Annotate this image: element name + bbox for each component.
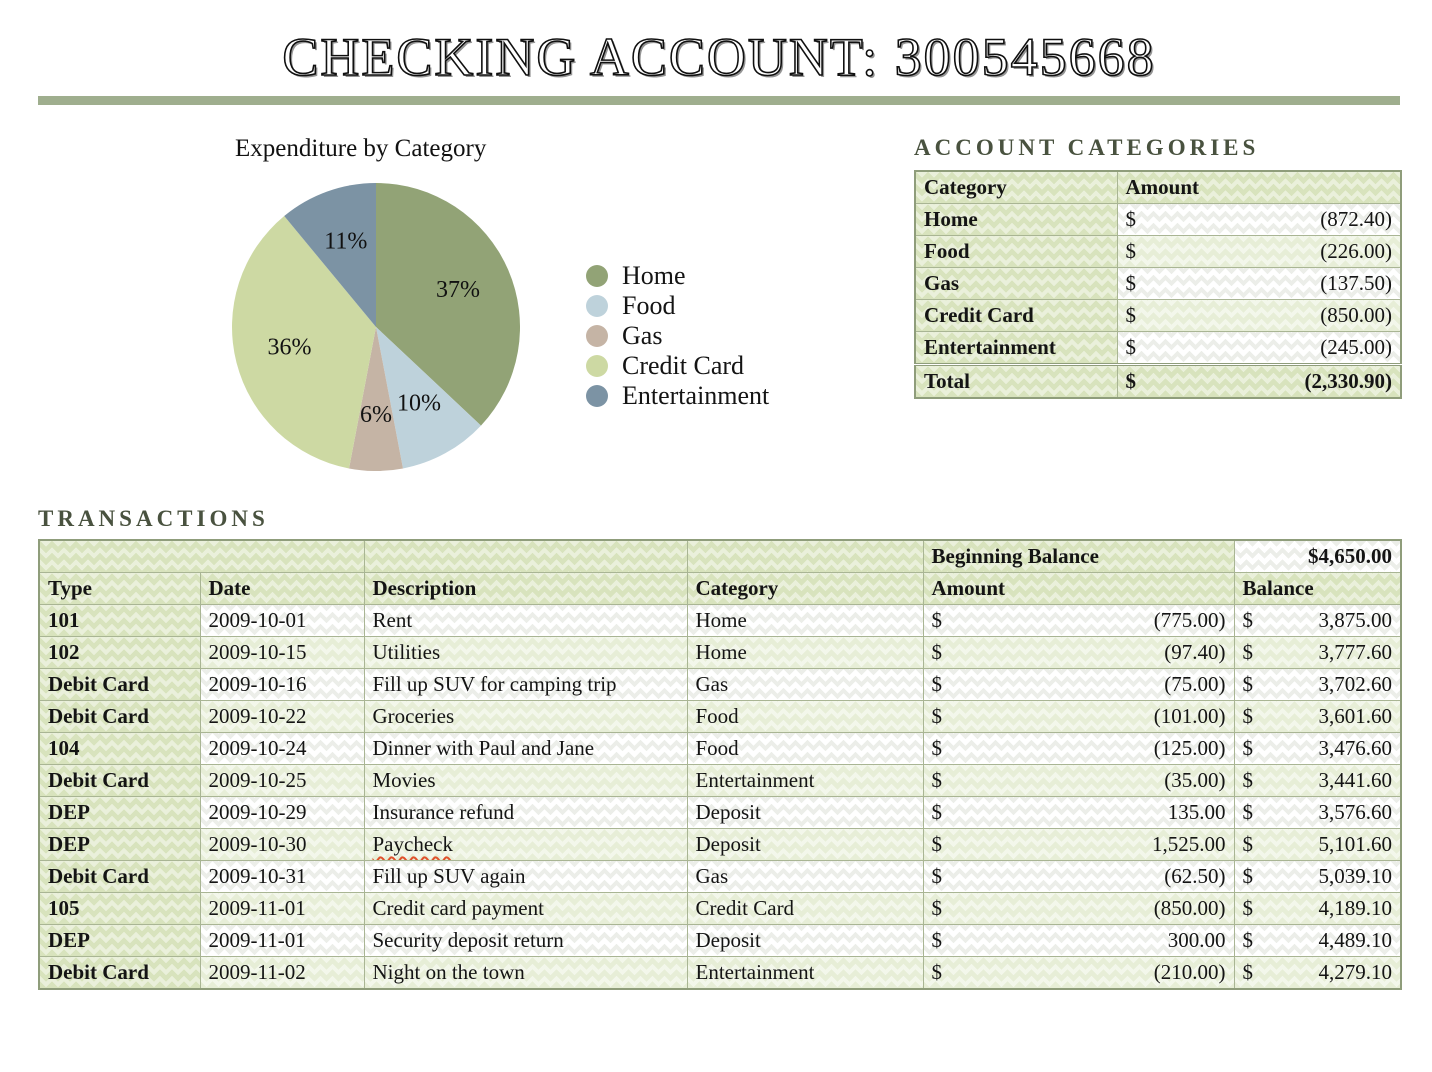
currency-symbol: $ [931,672,942,696]
amount-value: 135.00 [1167,800,1226,824]
txn-description-cell[interactable]: Insurance refund [364,797,687,829]
legend-label: Credit Card [622,351,745,380]
legend-label: Home [622,261,686,290]
amount-value: (226.00) [1320,239,1392,263]
pie-label-credit-card: 36% [267,334,312,361]
txn-amount-cell-inner [932,768,1226,793]
txn-description-cell[interactable]: Fill up SUV again [364,861,687,893]
txn-row [39,925,1401,957]
txn-category-cell[interactable]: Deposit [687,925,923,957]
amount-value: 3,601.60 [1318,704,1392,728]
txn-amount-cell[interactable] [923,797,1234,829]
currency-symbol: $ [1242,960,1253,984]
category-amount-cell-inner [1126,271,1393,296]
txn-category-cell[interactable]: Home [687,605,923,637]
txn-type-cell[interactable]: 101 [39,605,200,637]
empty-cell[interactable] [39,540,364,573]
txn-amount-cell-inner [932,640,1226,665]
txn-category-cell[interactable]: Deposit [687,829,923,861]
legend-swatch-food [586,295,608,317]
category-row [915,236,1401,268]
txn-date-cell[interactable]: 2009-11-01 [200,925,364,957]
txn-date-cell[interactable]: 2009-11-01 [200,893,364,925]
categories-col-header-category[interactable]: Category [915,171,1117,204]
txn-balance-cell[interactable] [1234,829,1401,861]
txn-balance-cell-inner [1243,768,1393,793]
amount-value: 3,476.60 [1318,736,1392,760]
txn-balance-cell[interactable] [1234,701,1401,733]
chart-legend [586,261,769,471]
txn-category-cell[interactable]: Food [687,701,923,733]
legend-swatch-credit-card [586,355,608,377]
txn-balance-cell-inner [1243,896,1393,921]
txn-row [39,701,1401,733]
currency-symbol: $ [931,640,942,664]
txn-balance-cell[interactable] [1234,893,1401,925]
txn-amount-cell[interactable] [923,637,1234,669]
currency-symbol: $ [1125,207,1136,231]
txn-type-cell[interactable]: Debit Card [39,861,200,893]
txn-type-cell[interactable]: Debit Card [39,957,200,990]
category-name-cell[interactable]: Home [915,204,1117,236]
category-amount-cell-inner [1126,335,1393,360]
txn-description-cell[interactable]: Movies [364,765,687,797]
txn-balance-cell[interactable] [1234,605,1401,637]
txn-category-cell[interactable]: Entertainment [687,957,923,990]
txn-type-cell[interactable]: 102 [39,637,200,669]
legend-swatch-home [586,265,608,287]
pie-label-gas: 6% [360,401,392,428]
txn-balance-cell-inner [1243,800,1393,825]
currency-symbol: $ [1125,239,1136,263]
txn-date-cell[interactable]: 2009-10-30 [200,829,364,861]
category-amount-cell[interactable] [1117,332,1401,365]
category-row [915,300,1401,332]
txn-description-cell[interactable]: Rent [364,605,687,637]
txn-balance-cell[interactable] [1234,733,1401,765]
beginning-balance-row [39,540,1401,573]
txn-type-cell[interactable]: DEP [39,925,200,957]
amount-value: 300.00 [1167,928,1226,952]
txn-type-cell[interactable]: 105 [39,893,200,925]
currency-symbol: $ [1242,768,1253,792]
txn-row [39,605,1401,637]
txn-balance-cell[interactable] [1234,637,1401,669]
txn-description-cell[interactable]: Dinner with Paul and Jane [364,733,687,765]
transactions-section [38,506,1400,990]
legend-item-credit-card[interactable] [586,351,769,381]
currency-symbol: $ [1125,303,1136,327]
txn-col-header-balance[interactable]: Balance [1234,573,1401,605]
txn-row [39,765,1401,797]
txn-amount-cell[interactable] [923,893,1234,925]
transactions-table [38,539,1402,990]
currency-symbol: $ [1242,896,1253,920]
txn-amount-cell-inner [932,608,1226,633]
category-amount-cell-inner [1126,207,1393,232]
txn-description-cell[interactable]: Security deposit return [364,925,687,957]
pie-label-home: 37% [435,277,480,304]
txn-amount-cell[interactable] [923,925,1234,957]
txn-category-cell[interactable]: Gas [687,861,923,893]
currency-symbol: $ [1242,928,1253,952]
txn-category-cell[interactable]: Entertainment [687,765,923,797]
txn-description-cell[interactable]: Fill up SUV for camping trip [364,669,687,701]
title-divider [38,96,1400,105]
category-row [915,204,1401,236]
amount-value: 3,702.60 [1318,672,1392,696]
currency-symbol: $ [1242,800,1253,824]
txn-amount-cell-inner [932,864,1226,889]
txn-amount-cell-inner [932,928,1226,953]
txn-balance-cell[interactable] [1234,669,1401,701]
currency-symbol: $ [1242,864,1253,888]
category-name-cell[interactable]: Entertainment [915,332,1117,365]
categories-total-row [915,365,1401,399]
currency-symbol: $ [1242,736,1253,760]
txn-amount-cell[interactable] [923,829,1234,861]
txn-amount-cell[interactable] [923,765,1234,797]
txn-amount-cell-inner [932,896,1226,921]
txn-amount-cell-inner [932,800,1226,825]
total-label-cell[interactable]: Total [915,365,1117,399]
currency-symbol: $ [1125,271,1136,295]
amount-value: (210.00) [1153,960,1226,984]
amount-value: (850.00) [1320,303,1392,327]
txn-row [39,637,1401,669]
currency-symbol: $ [1242,608,1253,632]
amount-value: (75.00) [1164,672,1226,696]
amount-value: 5,039.10 [1318,864,1392,888]
txn-amount-cell[interactable] [923,605,1234,637]
account-categories-table [914,170,1402,399]
txn-col-header-date[interactable]: Date [200,573,364,605]
legend-item-gas[interactable] [586,321,769,351]
beginning-balance-label-cell[interactable]: Beginning Balance [923,540,1234,573]
txn-balance-cell-inner [1243,928,1393,953]
legend-label: Entertainment [622,381,770,410]
currency-symbol: $ [1125,369,1136,393]
txn-col-header-category[interactable]: Category [687,573,923,605]
currency-symbol: $ [1242,640,1253,664]
legend-swatch-entertainment [586,385,608,407]
empty-cell[interactable] [364,540,687,573]
legend-item-entertainment[interactable] [586,381,769,411]
txn-date-cell[interactable]: 2009-10-22 [200,701,364,733]
currency-symbol: $ [931,832,942,856]
currency-symbol: $ [931,864,942,888]
txn-type-cell[interactable]: Debit Card [39,701,200,733]
txn-balance-cell-inner [1243,608,1393,633]
txn-balance-cell-inner [1243,832,1393,857]
checking-account-sheet [0,26,1432,990]
category-amount-cell-inner [1126,303,1393,328]
total-amount-value: (2,330.90) [1304,369,1392,393]
category-name-cell[interactable]: Food [915,236,1117,268]
txn-amount-cell[interactable] [923,861,1234,893]
txn-description-cell[interactable]: Night on the town [364,957,687,990]
category-name-cell[interactable]: Credit Card [915,300,1117,332]
amount-value: (125.00) [1153,736,1226,760]
txn-balance-cell-inner [1243,864,1393,889]
currency-symbol: $ [1125,335,1136,359]
amount-value: (850.00) [1153,896,1226,920]
txn-col-header-amount[interactable]: Amount [923,573,1234,605]
txn-date-cell[interactable]: 2009-10-01 [200,605,364,637]
txn-row [39,957,1401,990]
txn-amount-cell-inner [932,672,1226,697]
txn-row [39,797,1401,829]
txn-balance-cell[interactable] [1234,957,1401,990]
total-amount-cell[interactable] [1117,365,1401,399]
txn-balance-cell-inner [1243,640,1393,665]
category-amount-cell[interactable] [1117,300,1401,332]
txn-amount-cell-inner [932,736,1226,761]
currency-symbol: $ [931,896,942,920]
category-amount-cell-inner [1126,239,1393,264]
amount-value: (137.50) [1320,271,1392,295]
legend-item-food[interactable] [586,291,769,321]
amount-value: (775.00) [1153,608,1226,632]
legend-item-home[interactable] [586,261,769,291]
amount-value: 3,576.60 [1318,800,1392,824]
txn-date-cell[interactable]: 2009-10-29 [200,797,364,829]
amount-value: 3,875.00 [1318,608,1392,632]
currency-symbol: $ [1242,672,1253,696]
amount-value: (101.00) [1153,704,1226,728]
category-amount-cell[interactable] [1117,204,1401,236]
txn-balance-cell[interactable] [1234,861,1401,893]
txn-amount-cell-inner [932,704,1226,729]
txn-row [39,829,1401,861]
misspelled-word: Paycheck [372,832,453,856]
amount-value: 5,101.60 [1318,832,1392,856]
legend-swatch-gas [586,325,608,347]
txn-balance-cell[interactable] [1234,797,1401,829]
txn-type-cell[interactable]: DEP [39,829,200,861]
txn-description-cell[interactable] [364,829,687,861]
amount-value: 4,489.10 [1318,928,1392,952]
amount-value: 3,777.60 [1318,640,1392,664]
txn-type-cell[interactable]: DEP [39,797,200,829]
txn-col-header-type[interactable]: Type [39,573,200,605]
currency-symbol: $ [931,704,942,728]
txn-amount-cell[interactable] [923,701,1234,733]
category-row [915,268,1401,300]
amount-value: 4,189.10 [1318,896,1392,920]
txn-type-cell[interactable]: Debit Card [39,765,200,797]
pie-chart[interactable] [232,183,520,471]
amount-value: 4,279.10 [1318,960,1392,984]
page-title: CHECKING ACCOUNT: 300545668 [282,27,1156,87]
account-categories-section [914,135,1400,480]
txn-category-cell[interactable]: Home [687,637,923,669]
txn-category-cell[interactable]: Food [687,733,923,765]
txn-category-cell[interactable]: Credit Card [687,893,923,925]
txn-amount-cell-inner [932,960,1226,985]
txn-date-cell[interactable]: 2009-11-02 [200,957,364,990]
amount-value: (35.00) [1164,768,1226,792]
txn-category-cell[interactable]: Deposit [687,797,923,829]
beginning-balance-value-cell[interactable]: $4,650.00 [1234,540,1401,573]
txn-category-cell[interactable]: Gas [687,669,923,701]
txn-row [39,861,1401,893]
amount-value: 3,441.60 [1318,768,1392,792]
category-name-cell[interactable]: Gas [915,268,1117,300]
txn-amount-cell-inner [932,832,1226,857]
txn-date-cell[interactable]: 2009-10-24 [200,733,364,765]
empty-cell[interactable] [687,540,923,573]
txn-balance-cell-inner [1243,672,1393,697]
txn-row [39,669,1401,701]
txn-balance-cell-inner [1243,736,1393,761]
chart-title: Expenditure by Category [235,135,487,162]
amount-value: (62.50) [1164,864,1226,888]
categories-col-header-amount[interactable]: Amount [1117,171,1401,204]
txn-row [39,733,1401,765]
pie-label-entertainment: 11% [324,228,368,255]
pie-label-food: 10% [397,390,442,417]
amount-value: (872.40) [1320,207,1392,231]
currency-symbol: $ [931,960,942,984]
txn-amount-cell[interactable] [923,733,1234,765]
txn-date-cell[interactable]: 2009-10-16 [200,669,364,701]
amount-value: (97.40) [1164,640,1226,664]
txn-amount-cell[interactable] [923,957,1234,990]
currency-symbol: $ [931,928,942,952]
txn-balance-cell[interactable] [1234,925,1401,957]
txn-balance-cell-inner [1243,704,1393,729]
currency-symbol: $ [931,768,942,792]
txn-date-cell[interactable]: 2009-10-15 [200,637,364,669]
txn-balance-cell-inner [1243,960,1393,985]
txn-date-cell[interactable]: 2009-10-25 [200,765,364,797]
currency-symbol: $ [1242,832,1253,856]
category-amount-cell[interactable] [1117,236,1401,268]
legend-label: Gas [622,321,663,350]
category-row [915,332,1401,365]
txn-balance-cell[interactable] [1234,765,1401,797]
expenditure-chart-block [38,135,888,480]
txn-col-header-description[interactable]: Description [364,573,687,605]
transactions-header-row [39,573,1401,605]
legend-label: Food [622,291,676,320]
currency-symbol: $ [1242,704,1253,728]
amount-value: (245.00) [1320,335,1392,359]
categories-heading: ACCOUNT CATEGORIES [914,135,1260,160]
txn-description-cell[interactable]: Utilities [364,637,687,669]
txn-amount-cell[interactable] [923,669,1234,701]
txn-type-cell[interactable]: 104 [39,733,200,765]
txn-description-cell[interactable]: Credit card payment [364,893,687,925]
txn-type-cell[interactable]: Debit Card [39,669,200,701]
currency-symbol: $ [931,736,942,760]
txn-description-cell[interactable]: Groceries [364,701,687,733]
category-amount-cell[interactable] [1117,268,1401,300]
txn-date-cell[interactable]: 2009-10-31 [200,861,364,893]
txn-row [39,893,1401,925]
currency-symbol: $ [931,800,942,824]
currency-symbol: $ [931,608,942,632]
transactions-heading: TRANSACTIONS [38,506,269,531]
amount-value: 1,525.00 [1152,832,1226,856]
categories-header-row [915,171,1401,204]
